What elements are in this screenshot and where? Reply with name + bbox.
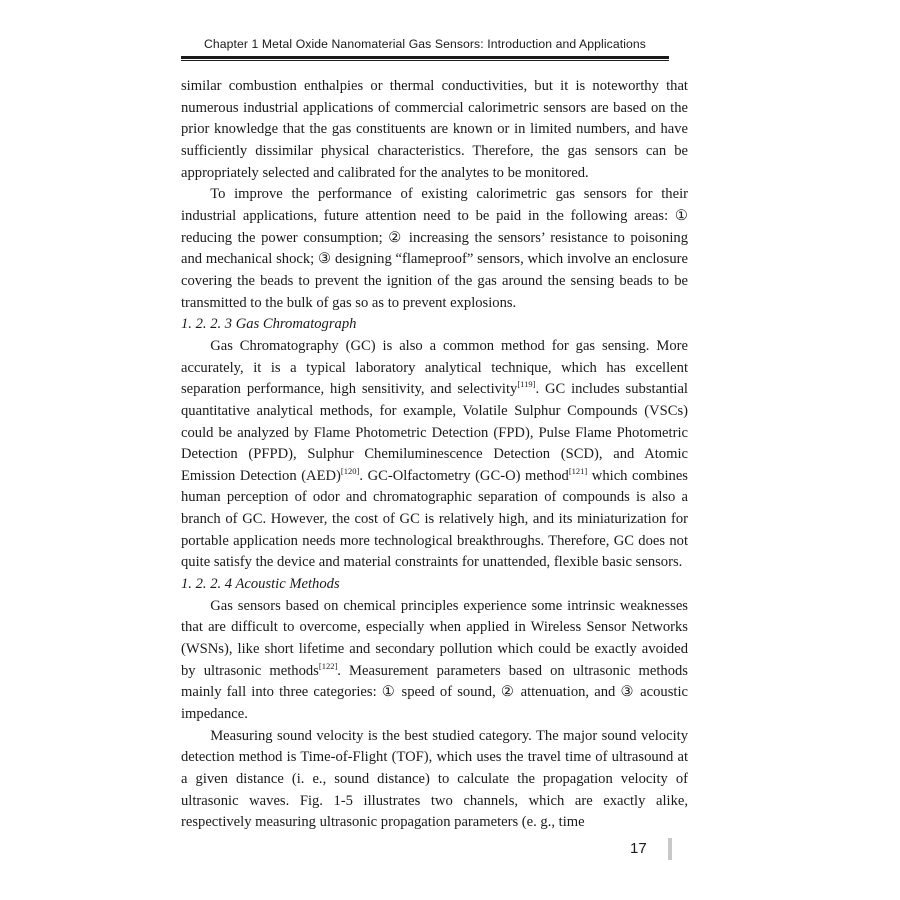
page-edge-tab [668,838,672,860]
body-text [181,76,688,834]
section-heading-gas-chromatograph: 1. 2. 2. 3 Gas Chromatograph [181,316,357,333]
citation-119: [119] [517,379,536,390]
text-span: Gas sensors based on chemical principles experience some intrinsic weaknesses that are difficult to overcome, especially when applied in Wireless Sensor Networks (WSNs), like short lifetime and secondary pollution which could be exactly avoided by ultrasonic methods [181,597,688,679]
citation-122: [122] [318,660,338,671]
citation-120: [120] [340,465,360,476]
paragraph-gas-chromatography [181,336,688,574]
citation-121: [121] [568,465,588,476]
page-number: 17 [630,840,647,857]
header-rule-thick [181,56,669,59]
text-span: . Measurement parameters based on ultrasonic methods mainly fall into three categories: ① speed of sound, ② attenuation, and ③ acoustic impedance. [181,662,688,723]
text-span: which combines human perception of odor and chromatographic separation of compounds is also a branch of GC. However, the cost of GC is relatively high, and its miniaturization for portable application needs more technological breakthroughs. Therefore, GC does not quite satisfy the device and material constraints for unattended, flexible basic sensors. [181,467,688,571]
paragraph-acoustic-intro [181,596,688,726]
section-heading-acoustic-methods: 1. 2. 2. 4 Acoustic Methods [181,576,340,593]
text-span: . GC-Olfactometry (GC-O) method [359,467,569,484]
paragraph-continued: similar combustion enthalpies or thermal conductivities, but it is noteworthy that numerous industrial applications of commercial calorimetric sensors are based on the prior knowledge that the gas constituents are known or in limited numbers, and have sufficiently dissimilar physical characteristics. Therefore, the gas sensors can be appropriately selected and calibrated for the analytes to be monitored. [181,78,688,181]
paragraph-sound-velocity: Measuring sound velocity is the best studied category. The major sound velocity detection method is Time-of-Flight (TOF), which uses the travel time of ultrasound at a given distance (i. e., sound distance) to calculate the propagation velocity of ultrasonic waves. Fig. 1-5 illustrates two channels, which are exactly alike, respectively measuring ultrasonic propagation parameters (e. g., time [181,727,688,831]
running-header: Chapter 1 Metal Oxide Nanomaterial Gas Sensors: Introduction and Applications [204,37,646,51]
header-rule-thin [181,60,669,61]
text-span: Gas Chromatography (GC) is also a common method for gas sensing. More accurately, it is a typical laboratory analytical technique, which has excellent separation performance, high sensitivity, and selectivity [181,337,688,398]
text-span: . GC includes substantial quantitative analytical methods, for example, Volatile Sulphur Compounds (VSCs) could be analyzed by Flame Photometric Detection (FPD), Pulse Flame Photometric Detection (PFPD), Sulphur Chemiluminescence Detection (SCD), and Atomic Emission Detection (AED) [181,381,688,484]
paragraph-calorimetric-improvements: To improve the performance of existing calorimetric gas sensors for their industrial applications, future attention need to be paid in the following areas: ① reducing the power consumption; ② increasing the sensors’ resistance to poisoning and mechanical shock; ③ designing “flameproof” sensors, which involve an enclosure covering the beads to prevent the ignition of the gas around the sensing beads to be transmitted to the bulk of gas so as to prevent explosions. [181,186,688,311]
